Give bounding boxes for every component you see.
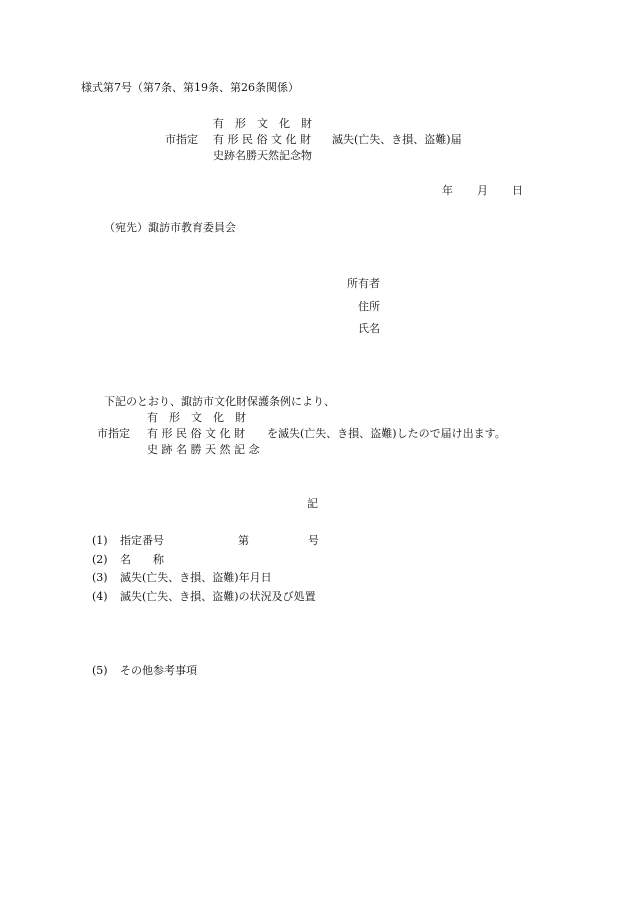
body-suffix: を滅失(亡失、き損、盗難)したので届け出ます。 <box>267 427 506 440</box>
form-number: 様式第7号（第7条、第19条、第26条関係） <box>81 81 299 94</box>
item-label: 指定番号 <box>120 534 164 547</box>
date-year: 年 <box>442 184 453 197</box>
date-day: 日 <box>512 184 523 197</box>
title-designation-line2: 有 形 民 俗 文 化 財 <box>213 133 311 146</box>
owner-label: 所有者 <box>347 277 380 290</box>
item-label: その他参考事項 <box>120 664 197 677</box>
title-designation-line1: 有 形 文 化 財 <box>213 117 312 130</box>
item-extra-go: 号 <box>308 534 319 547</box>
item-number: (1) <box>92 534 108 547</box>
body-designation-line1: 有 形 文 化 財 <box>147 411 246 424</box>
item-label: 名 称 <box>120 553 164 566</box>
item-number: (5) <box>92 664 108 677</box>
item-extra-dai: 第 <box>238 534 249 547</box>
title-designation-line3: 史跡名勝天然記念物 <box>213 149 312 162</box>
date-month: 月 <box>477 184 488 197</box>
title-suffix: 滅失(亡失、き損、盗難)届 <box>332 133 462 146</box>
item-number: (4) <box>92 590 108 603</box>
item-label: 滅失(亡失、き損、盗難)の状況及び処置 <box>120 590 316 603</box>
body-prefix: 市指定 <box>97 427 130 440</box>
addressee: （宛先）諏訪市教育委員会 <box>104 221 236 234</box>
ki-heading: 記 <box>307 497 318 510</box>
title-prefix: 市指定 <box>165 133 198 146</box>
body-intro: 下記のとおり、諏訪市文化財保護条例により、 <box>104 395 335 408</box>
body-designation-line3: 史 跡 名 勝 天 然 記 念 <box>147 443 260 456</box>
item-number: (2) <box>92 553 108 566</box>
owner-address-label: 住所 <box>358 300 380 313</box>
item-label: 滅失(亡失、き損、盗難)年月日 <box>120 571 272 584</box>
item-number: (3) <box>92 571 108 584</box>
owner-name-label: 氏名 <box>358 322 380 335</box>
body-designation-line2: 有 形 民 俗 文 化 財 <box>147 427 245 440</box>
